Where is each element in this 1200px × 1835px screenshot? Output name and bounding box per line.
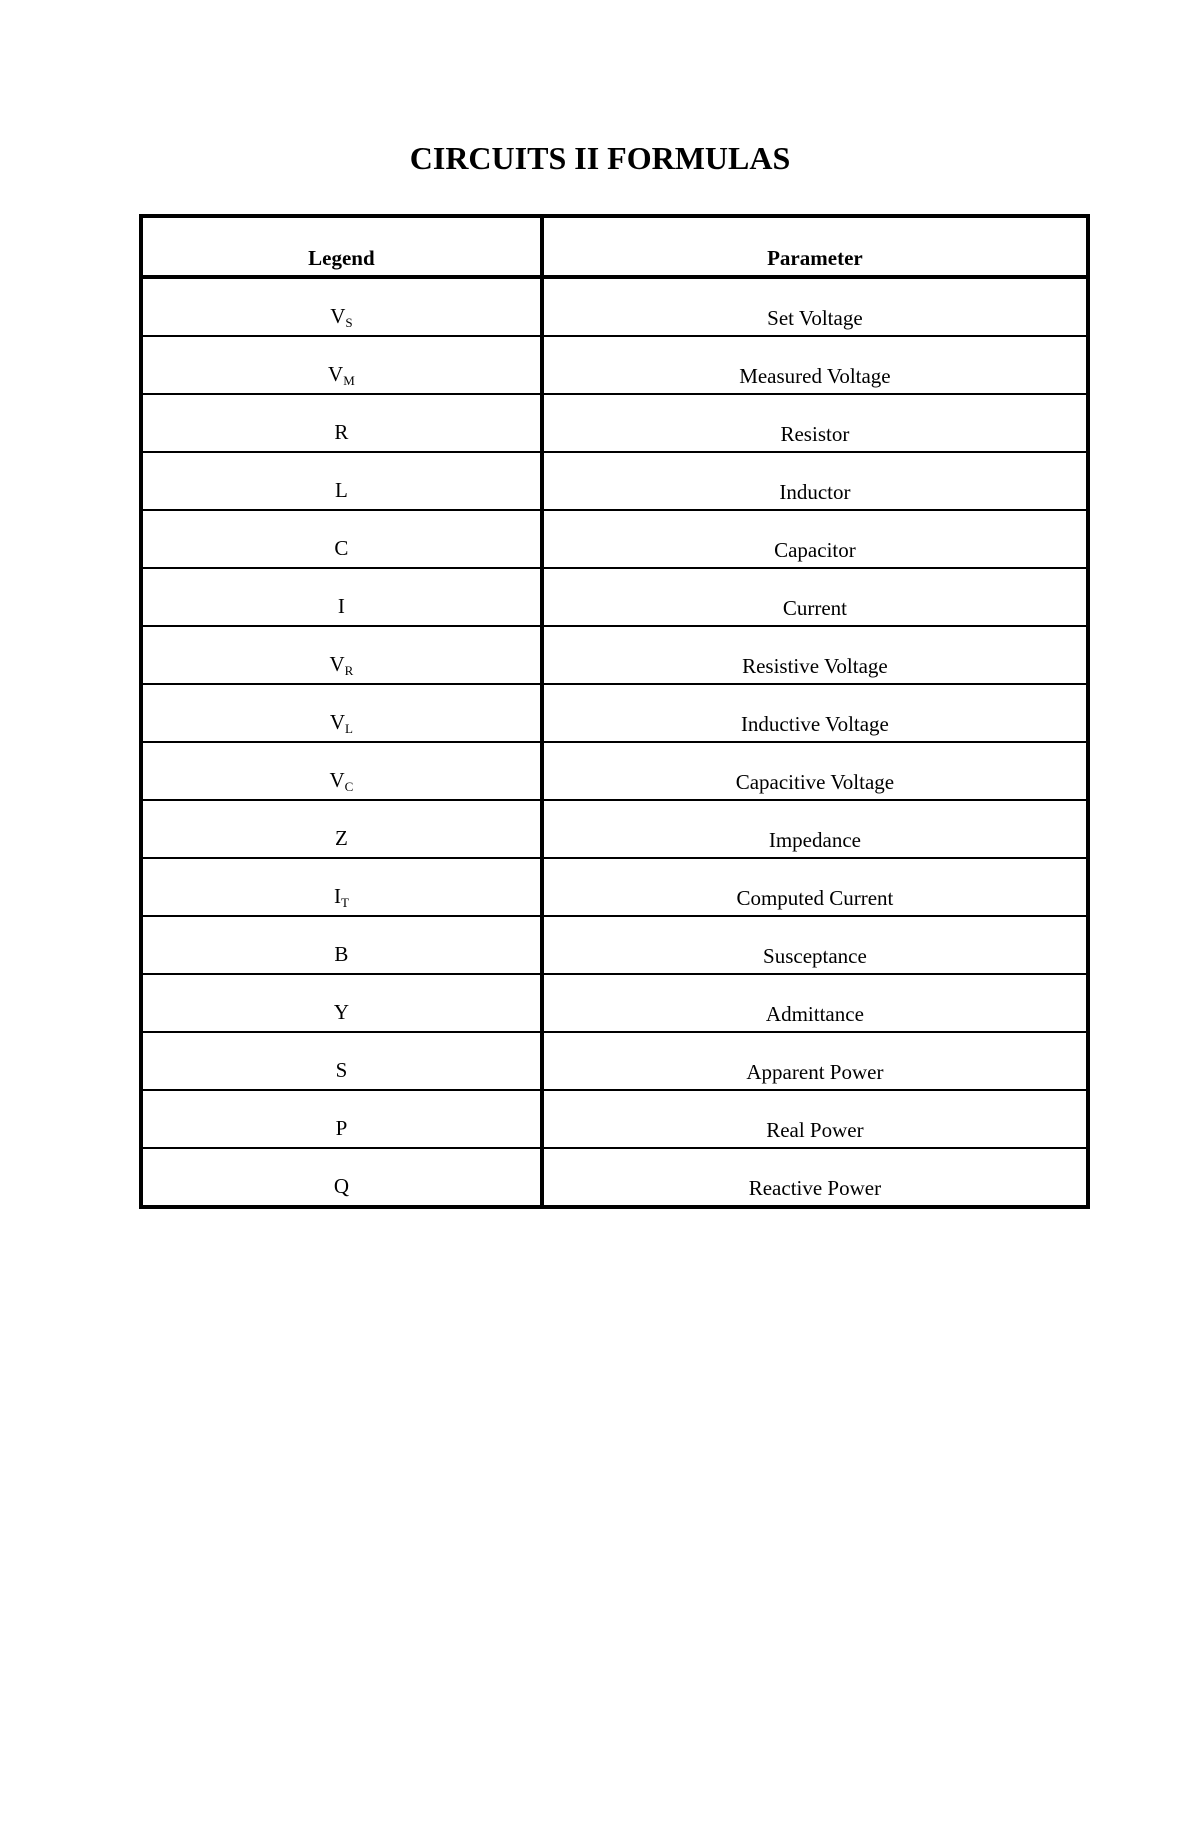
symbol-subscript: S xyxy=(345,315,353,330)
symbol-base: I xyxy=(337,594,345,618)
parameter-name: Susceptance xyxy=(542,916,1088,974)
symbol-base: V xyxy=(328,362,344,386)
table-row xyxy=(141,1090,1088,1148)
legend-symbol xyxy=(141,277,542,336)
table-header-row xyxy=(141,216,1088,277)
legend-column-header: Legend xyxy=(141,216,542,277)
table-row xyxy=(141,394,1088,452)
legend-symbol xyxy=(141,684,542,742)
symbol-base: L xyxy=(335,478,348,502)
legend-symbol xyxy=(141,626,542,684)
table-row xyxy=(141,916,1088,974)
legend-symbol xyxy=(141,858,542,916)
symbol-base: Y xyxy=(333,1000,349,1024)
parameter-name: Impedance xyxy=(542,800,1088,858)
symbol-subscript: M xyxy=(343,373,355,388)
symbol-base: B xyxy=(334,942,349,966)
legend-symbol xyxy=(141,916,542,974)
legend-symbol xyxy=(141,1090,542,1148)
table-row xyxy=(141,510,1088,568)
legend-symbol xyxy=(141,336,542,394)
symbol-base: P xyxy=(335,1116,348,1140)
parameter-name: Capacitor xyxy=(542,510,1088,568)
symbol-base: I xyxy=(333,884,341,908)
table-row xyxy=(141,1032,1088,1090)
table-row xyxy=(141,800,1088,858)
table-row xyxy=(141,277,1088,336)
parameter-name: Admittance xyxy=(542,974,1088,1032)
table-row xyxy=(141,452,1088,510)
parameter-name: Reactive Power xyxy=(542,1148,1088,1207)
legend-symbol xyxy=(141,510,542,568)
symbol-base: Q xyxy=(333,1174,349,1198)
table-row xyxy=(141,974,1088,1032)
legend-symbol xyxy=(141,452,542,510)
legend-symbol xyxy=(141,800,542,858)
symbol-base: Z xyxy=(335,826,348,850)
legend-symbol xyxy=(141,568,542,626)
parameter-name: Current xyxy=(542,568,1088,626)
parameter-name: Inductor xyxy=(542,452,1088,510)
parameter-column-header: Parameter xyxy=(542,216,1088,277)
symbol-base: R xyxy=(334,420,349,444)
table-row xyxy=(141,684,1088,742)
parameter-name: Inductive Voltage xyxy=(542,684,1088,742)
legend-table xyxy=(139,214,1090,1209)
parameter-name: Set Voltage xyxy=(542,277,1088,336)
parameter-name: Measured Voltage xyxy=(542,336,1088,394)
legend-symbol xyxy=(141,974,542,1032)
symbol-base: V xyxy=(330,304,346,328)
table-row xyxy=(141,336,1088,394)
legend-symbol xyxy=(141,1148,542,1207)
parameter-name: Capacitive Voltage xyxy=(542,742,1088,800)
symbol-base: V xyxy=(329,652,345,676)
legend-symbol xyxy=(141,742,542,800)
table-row xyxy=(141,858,1088,916)
parameter-name: Real Power xyxy=(542,1090,1088,1148)
symbol-subscript: R xyxy=(344,663,354,678)
symbol-base: V xyxy=(329,768,345,792)
parameter-name: Resistor xyxy=(542,394,1088,452)
symbol-base: C xyxy=(334,536,349,560)
page-title: CIRCUITS II FORMULAS xyxy=(409,140,791,176)
legend-symbol xyxy=(141,1032,542,1090)
table-row xyxy=(141,1148,1088,1207)
symbol-subscript: C xyxy=(344,779,354,794)
parameter-name: Resistive Voltage xyxy=(542,626,1088,684)
symbol-subscript: T xyxy=(340,895,349,910)
table-row xyxy=(141,626,1088,684)
parameter-name: Computed Current xyxy=(542,858,1088,916)
symbol-base: S xyxy=(335,1058,348,1082)
table-row xyxy=(141,742,1088,800)
symbol-subscript: L xyxy=(345,721,353,736)
legend-symbol xyxy=(141,394,542,452)
table-row xyxy=(141,568,1088,626)
parameter-name: Apparent Power xyxy=(542,1032,1088,1090)
symbol-base: V xyxy=(329,710,346,734)
